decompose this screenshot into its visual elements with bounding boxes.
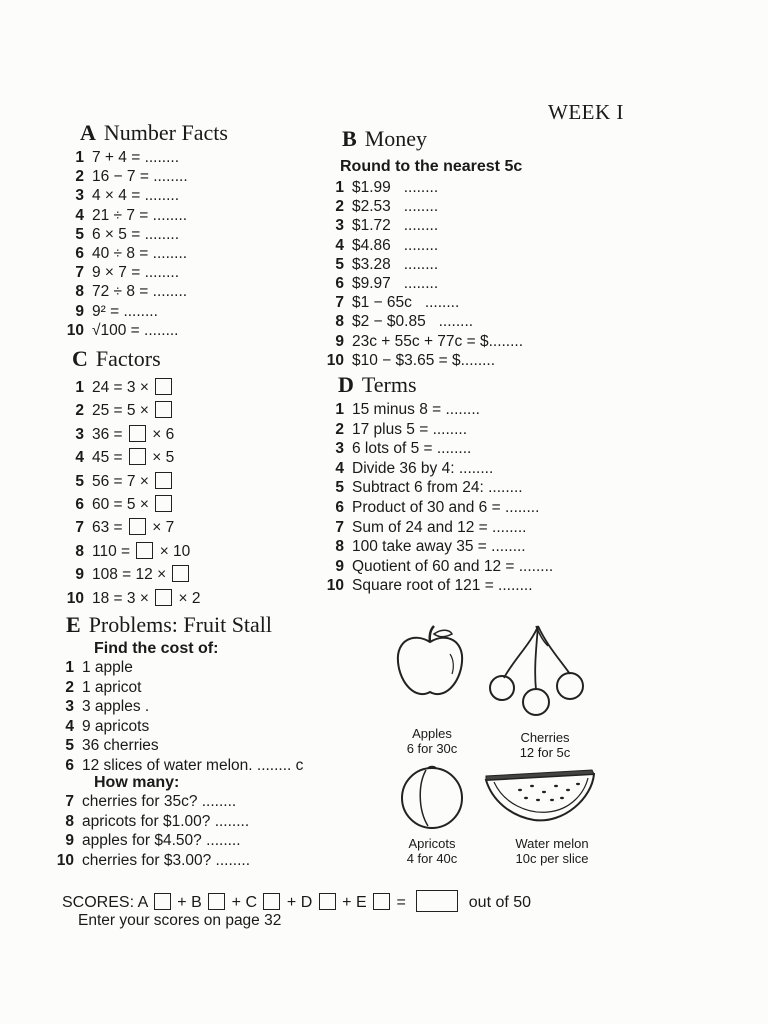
question-number: 3 (75, 187, 84, 205)
question-text: 6 lots of 5 = ........ (352, 440, 472, 458)
question-item (62, 587, 201, 610)
answer-box[interactable] (155, 378, 172, 395)
question-item (62, 186, 188, 205)
section-letter: C (72, 346, 88, 371)
fruit-price: 6 for 30c (406, 741, 458, 756)
question-number: 4 (75, 449, 84, 467)
question-item (62, 148, 188, 167)
question-text: $4.86 ........ (352, 236, 439, 254)
question-text: 36 cherries (82, 737, 159, 755)
question-text: 1 apple (82, 659, 133, 676)
question-item (52, 697, 303, 717)
question-number: 9 (65, 832, 74, 850)
question-text: 45 = (92, 449, 123, 467)
section-d-heading (338, 372, 417, 398)
question-text: 4 × 4 = ........ (92, 187, 180, 205)
how-many-label: How many: (94, 774, 180, 791)
question-item (52, 736, 303, 756)
question-item (322, 274, 523, 293)
section-title: Terms (361, 372, 417, 397)
apples-caption (392, 726, 472, 756)
question-text: $9.97 ........ (352, 274, 439, 292)
question-item (52, 831, 250, 851)
question-item (322, 557, 553, 577)
question-text: 25 = 5 × (92, 402, 149, 420)
question-item (62, 225, 188, 244)
section-e-heading (66, 612, 272, 638)
score-total-box[interactable] (416, 890, 458, 912)
question-number: 7 (335, 294, 344, 312)
question-number: 2 (65, 678, 74, 696)
fruit-price: 12 for 5c (519, 745, 571, 760)
answer-box[interactable] (172, 565, 189, 582)
section-letter: B (342, 126, 357, 151)
question-item (322, 236, 523, 255)
question-item (322, 439, 553, 459)
question-text: Sum of 24 and 12 = ........ (352, 518, 527, 536)
score-box-b[interactable] (208, 893, 225, 910)
question-number: 5 (65, 737, 74, 755)
question-item (52, 812, 250, 832)
question-text: 1 apricot (82, 678, 142, 696)
question-text: 9 × 7 = ........ (92, 264, 180, 282)
fruit-name: Water melon (515, 836, 589, 851)
scores-plus-b: + B (177, 894, 202, 911)
cherries-caption (510, 730, 580, 760)
question-item (62, 167, 188, 186)
question-number: 4 (75, 206, 84, 224)
answer-box[interactable] (129, 518, 146, 535)
scores-equals: = (396, 894, 406, 911)
question-text: $1.72 ........ (352, 217, 439, 235)
question-number: 6 (75, 495, 84, 513)
question-text: cherries for 35c? ........ (82, 793, 237, 810)
section-e-find-list (52, 658, 303, 776)
question-text: 72 ÷ 8 = ........ (92, 283, 188, 301)
question-number: 3 (335, 440, 344, 458)
question-number: 9 (75, 302, 84, 320)
section-letter: A (80, 120, 96, 145)
question-text: 6 × 5 = ........ (92, 225, 180, 243)
question-number: 2 (75, 168, 84, 186)
question-item (52, 792, 250, 812)
answer-box[interactable] (155, 589, 172, 606)
question-text-suffix: × 7 (152, 519, 175, 537)
question-item (322, 576, 553, 596)
answer-box[interactable] (155, 401, 172, 418)
question-item (62, 302, 188, 321)
question-number: 7 (75, 519, 84, 537)
question-item (322, 332, 523, 351)
question-text: 21 ÷ 7 = ........ (92, 206, 188, 224)
apple-icon (392, 624, 468, 702)
question-text: $10 − $3.65 = $........ (352, 351, 496, 369)
question-number: 5 (75, 225, 84, 243)
answer-box[interactable] (129, 425, 146, 442)
question-number: 6 (335, 274, 344, 292)
question-item (322, 420, 553, 440)
question-text-suffix: × 10 (159, 542, 191, 560)
question-number: 3 (65, 698, 74, 716)
question-number: 4 (335, 236, 344, 254)
question-text: Product of 30 and 6 = ........ (352, 498, 540, 516)
question-text: 12 slices of water melon. ........ c (82, 756, 304, 774)
section-b-heading (342, 126, 427, 152)
score-box-a[interactable] (154, 893, 171, 910)
question-text: 23c + 55c + 77c = $........ (352, 332, 524, 350)
question-text: 7 + 4 = ........ (92, 149, 180, 166)
section-letter: D (338, 372, 354, 397)
question-number: 1 (335, 179, 344, 196)
question-number: 3 (75, 425, 84, 443)
question-item (322, 400, 553, 420)
question-item (62, 470, 201, 493)
question-item (62, 540, 201, 563)
question-number: 6 (335, 498, 344, 516)
question-number: 1 (75, 379, 84, 396)
scores-plus-d: + D (286, 894, 313, 911)
question-text: Square root of 121 = ........ (352, 577, 533, 595)
question-number: 6 (75, 244, 84, 262)
apricot-icon (398, 762, 466, 830)
section-c-list (62, 376, 201, 610)
question-text: Quotient of 60 and 12 = ........ (352, 557, 554, 575)
question-item (62, 563, 201, 586)
question-item (62, 321, 188, 340)
question-text-suffix: × 2 (178, 589, 201, 607)
question-number: 8 (335, 313, 344, 331)
question-number: 5 (75, 472, 84, 490)
question-number: 8 (75, 283, 84, 301)
find-cost-label: Find the cost of: (94, 640, 219, 657)
question-number: 9 (335, 332, 344, 350)
question-text: 100 take away 35 = ........ (352, 538, 526, 556)
question-text: $1.99 ........ (352, 179, 439, 196)
question-number: 10 (56, 851, 74, 869)
answer-box[interactable] (136, 542, 153, 559)
question-item (62, 263, 188, 282)
question-text-suffix: × 6 (152, 425, 175, 443)
question-item (52, 658, 303, 678)
question-item (322, 255, 523, 274)
fruit-name: Cherries (520, 730, 570, 745)
scores-plus-c: + C (231, 894, 257, 911)
question-text: 63 = (92, 519, 123, 537)
question-text: 18 = 3 × (92, 589, 149, 607)
question-text: 60 = 5 × (92, 495, 149, 513)
question-number: 2 (75, 402, 84, 420)
question-item (62, 399, 201, 422)
question-text: 9² = ........ (92, 302, 158, 320)
section-a-heading (80, 120, 228, 146)
question-number: 4 (65, 717, 74, 735)
question-text: $1 − 65c ........ (352, 294, 460, 312)
question-item (322, 478, 553, 498)
scores-plus-e: + E (342, 894, 367, 911)
section-b-subtitle: Round to the nearest 5c (340, 158, 523, 175)
question-item (322, 293, 523, 312)
question-number: 1 (75, 149, 84, 166)
question-text: 15 minus 8 = ........ (352, 401, 480, 418)
question-item (322, 459, 553, 479)
question-text: $2 − $0.85 ........ (352, 313, 474, 331)
section-title: Problems: Fruit Stall (88, 612, 273, 637)
section-c-heading (72, 346, 161, 372)
question-number: 10 (326, 577, 344, 595)
question-text: $2.53 ........ (352, 198, 439, 216)
section-a-list (62, 148, 188, 340)
question-number: 3 (335, 217, 344, 235)
fruit-price: 10c per slice (515, 851, 589, 866)
question-text: 40 ÷ 8 = ........ (92, 244, 188, 262)
section-b-list (322, 178, 523, 370)
section-letter: E (66, 612, 81, 637)
question-text: $3.28 ........ (352, 255, 439, 273)
score-box-c[interactable] (263, 893, 280, 910)
apricots-caption (394, 836, 470, 866)
question-item (62, 244, 188, 263)
question-item (322, 518, 553, 538)
question-number: 10 (326, 351, 344, 369)
question-item (322, 216, 523, 235)
fruit-name: Apricots (408, 836, 456, 851)
question-text: cherries for $3.00? ........ (82, 851, 250, 869)
cherries-icon (486, 622, 590, 722)
question-item (62, 446, 201, 469)
question-number: 7 (335, 518, 344, 536)
question-number: 9 (335, 557, 344, 575)
fruit-price: 4 for 40c (406, 851, 458, 866)
watermelon-slice-icon (484, 768, 596, 826)
question-number: 8 (335, 538, 344, 556)
answer-box[interactable] (155, 472, 172, 489)
question-text: 24 = 3 × (92, 379, 149, 396)
question-text: apples for $4.50? ........ (82, 832, 241, 850)
question-number: 1 (65, 659, 74, 676)
question-item (52, 678, 303, 698)
question-text: 9 apricots (82, 717, 150, 735)
question-item (322, 312, 523, 331)
question-number: 2 (335, 198, 344, 216)
melon-caption (504, 836, 600, 866)
question-text: √100 = ........ (92, 321, 179, 339)
question-item (62, 376, 201, 399)
scores-label: SCORES: A (62, 894, 148, 911)
question-text: apricots for $1.00? ........ (82, 812, 250, 830)
question-number: 7 (65, 793, 74, 810)
section-e-how-list (52, 792, 250, 870)
question-number: 1 (335, 401, 344, 418)
section-title: Number Facts (103, 120, 228, 145)
question-item (322, 178, 523, 197)
question-number: 10 (66, 589, 84, 607)
question-text: 56 = 7 × (92, 472, 149, 490)
question-item (322, 498, 553, 518)
question-item (52, 717, 303, 737)
question-item (52, 851, 250, 871)
scores-out-of: out of 50 (468, 894, 532, 911)
answer-box[interactable] (129, 448, 146, 465)
score-box-d[interactable] (319, 893, 336, 910)
question-text: 36 = (92, 425, 123, 443)
section-d-list (322, 400, 553, 596)
question-number: 8 (75, 542, 84, 560)
enter-scores-note: Enter your scores on page 32 (78, 912, 282, 929)
question-text: 108 = 12 × (92, 566, 167, 584)
week-label: WEEK I (548, 100, 624, 124)
question-number: 6 (65, 756, 74, 774)
question-text: 3 apples . (82, 698, 150, 716)
section-title: Factors (95, 346, 161, 371)
question-text: Subtract 6 from 24: ........ (352, 479, 523, 497)
question-item (322, 537, 553, 557)
question-text: 17 plus 5 = ........ (352, 420, 468, 438)
answer-box[interactable] (155, 495, 172, 512)
question-text: 16 − 7 = ........ (92, 168, 188, 186)
question-item (62, 493, 201, 516)
question-item (62, 282, 188, 301)
question-number: 4 (335, 459, 344, 477)
question-text: Divide 36 by 4: ........ (352, 459, 494, 477)
question-number: 10 (66, 321, 84, 339)
question-item (62, 516, 201, 539)
fruit-name: Apples (412, 726, 452, 741)
question-item (62, 423, 201, 446)
question-item (62, 206, 188, 225)
section-title: Money (364, 126, 428, 151)
question-text-suffix: × 5 (152, 449, 175, 467)
question-number: 7 (75, 264, 84, 282)
question-item (322, 197, 523, 216)
question-number: 5 (335, 255, 344, 273)
question-text: 110 = (92, 542, 131, 560)
question-item (322, 351, 523, 370)
question-number: 5 (335, 479, 344, 497)
question-number: 8 (65, 812, 74, 830)
question-number: 2 (335, 420, 344, 438)
scores-row (62, 890, 531, 912)
score-box-e[interactable] (373, 893, 390, 910)
question-item (52, 756, 303, 776)
question-number: 9 (75, 566, 84, 584)
